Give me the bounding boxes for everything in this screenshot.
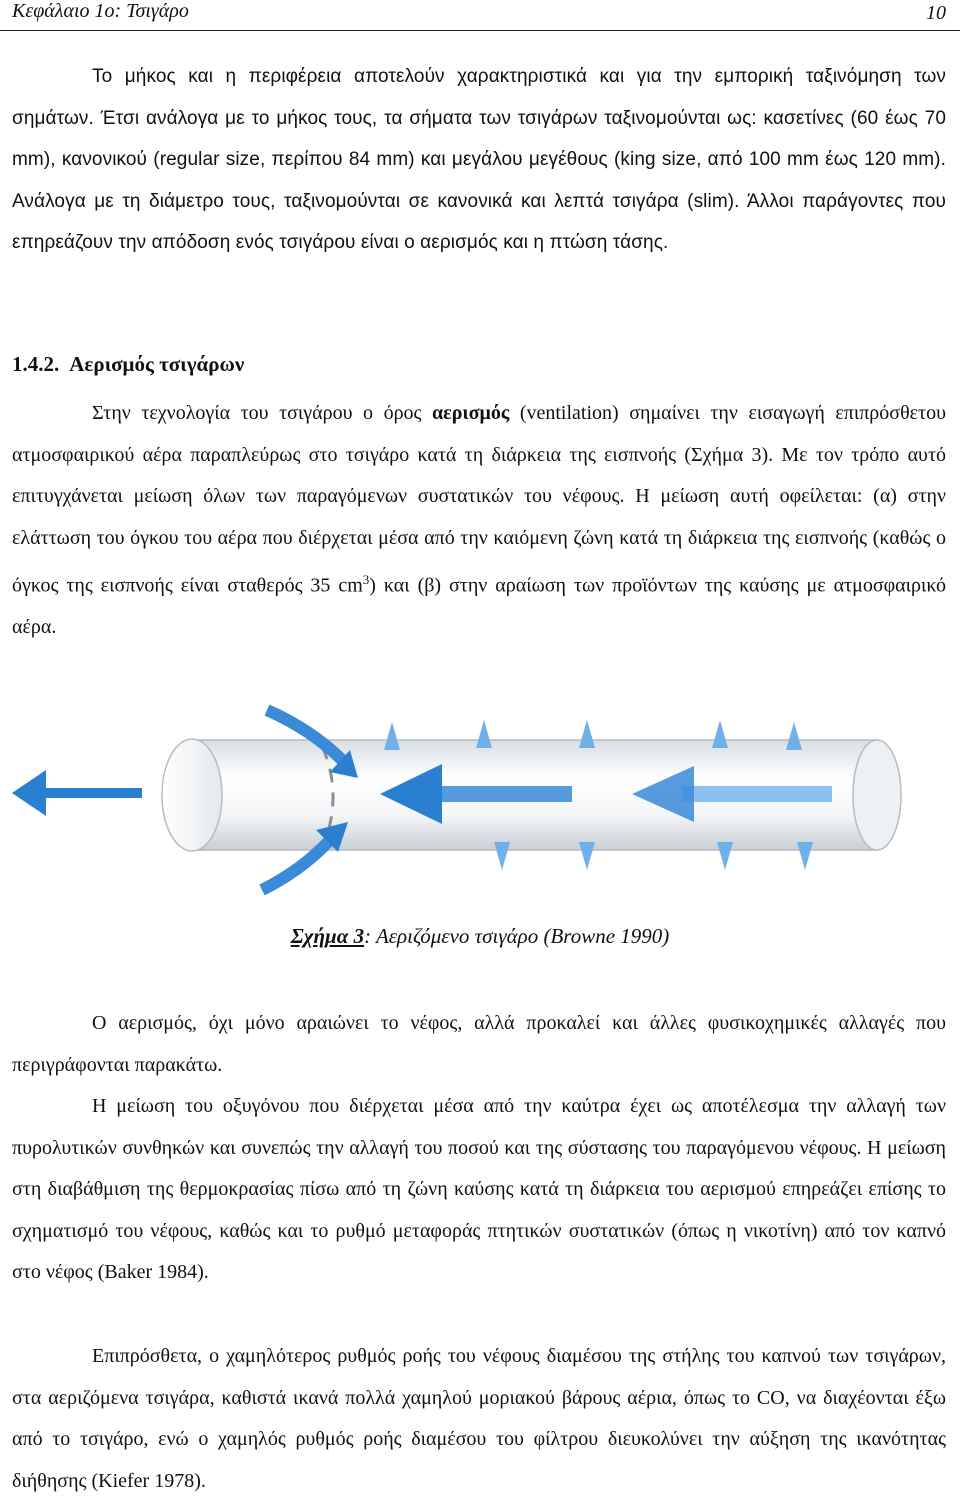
paragraph-ventilation-part2: (ventilation) σημαίνει την εισαγωγή επιπρόσθετου ατμοσφαιρικού αέρα παραπλεύρως στο τσιγάρο κατά τη διάρκεια της εισπνοής (Σχήμα 3). Με τον τρόπο αυτό επιτυγχάνεται μείωση όλων των παραγόμενων συστατικών του νέφους. Η μείωση αυτή οφείλεται: (α) στην ελάττωση του όγκου του αέρα που διέρχεται μέσα από την καιόμενη ζώνη κατά τη διάρκεια της εισπνοής (καθώς ο όγκος της εισπνοής είναι σταθερός 35 cm [12, 402, 946, 597]
figure-caption [0, 924, 960, 949]
page-header [0, 0, 960, 31]
ventilated-cigarette-figure [12, 700, 946, 900]
smoke-exit-arrow [12, 770, 142, 816]
paragraph-ventilation-part1: Στην τεχνολογία του τσιγάρου ο όρος [92, 402, 433, 424]
paragraph-ventilation-part3: ) και (β) στην αραίωση των προϊόντων της καύσης με ατμοσφαιρικό αέρα. [12, 574, 946, 639]
cigarette-diagram [12, 700, 946, 900]
section-heading [12, 352, 244, 377]
figure-label: Σχήμα 3 [290, 924, 365, 948]
figure-caption-text: : Αεριζόμενο τσιγάρο (Browne 1990) [364, 924, 670, 948]
paragraph-ventilation [12, 393, 946, 649]
paragraph-flow-rate: Επιπρόσθετα, ο χαμηλότερος ρυθμός ροής του νέφους διαμέσου της στήλης του καπνού των τσιγάρων, στα αεριζόμενα τσιγάρα, καθιστά ικανά πολλά χαμηλού μοριακού βάρους αέρια, όπως το CO, να διαχέονται έξω από το τσιγάρο, ενώ ο χαμηλός ρυθμός ροής διαμέσου του φίλτρου διευκολύνει την αύξηση της ικανότητας διήθησης (Kiefer 1978). [12, 1345, 946, 1492]
paragraph-oxygen-reduction: Η μείωση του οξυγόνου που διέρχεται μέσα από την καύτρα έχει ως αποτέλεσμα την αλλαγή των πυρολυτικών συνθηκών και συνεπώς την αλλαγή του ποσού και της σύστασης του παραγόμενου νέφους. Η μείωση στη διαβάθμιση της θερμοκρασίας πίσω από τη ζώνη καύσης κατά τη διάρκεια του αερισμού επηρεάζει επίσης το σχηματισμό του νέφους, καθώς και το ρυθμό μεταφοράς πτητικών συστατικών (όπως η νικοτίνη) από τον καπνό στο νέφος (Baker 1984). [12, 1095, 946, 1283]
paragraph-cigarette-length: Το μήκος και η περιφέρεια αποτελούν χαρακτηριστικά και για την εμπορική ταξινόμηση των σημάτων. Έτσι ανάλογα με το μήκος τους, τα σήματα των τσιγάρων ταξινομούνται ως: κασετίνες (60 έως 70 mm), κανονικού (regular size, περίπου 84 mm) και μεγάλου μεγέθους (king size, από 100 mm έως 120 mm). Ανάλογα με τη διάμετρο τους, ταξινομούνται σε κανονικά και λεπτά τσιγάρα (slim). Άλλοι παράγοντες που επηρεάζουν την απόδοση ενός τσιγάρου είναι ο αερισμός και η πτώση τάσης. [12, 66, 946, 253]
chapter-title: Κεφάλαιο 1ο: Τσιγάρο [12, 0, 189, 22]
cigarette-left-end [162, 739, 222, 851]
page-number: 10 [926, 2, 946, 24]
paragraph-ventilation-effects: Ο αερισμός, όχι μόνο αραιώνει το νέφος, αλλά προκαλεί και άλλες φυσικοχημικές αλλαγές που περιγράφονται παρακάτω. [12, 1012, 946, 1076]
section-title: Αερισμός τσιγάρων [69, 352, 245, 376]
section-number: 1.4.2. [12, 352, 60, 376]
cigarette-right-end [853, 740, 901, 850]
ventilation-term: αερισμός [432, 402, 510, 424]
cubic-superscript: 3 [362, 572, 370, 587]
